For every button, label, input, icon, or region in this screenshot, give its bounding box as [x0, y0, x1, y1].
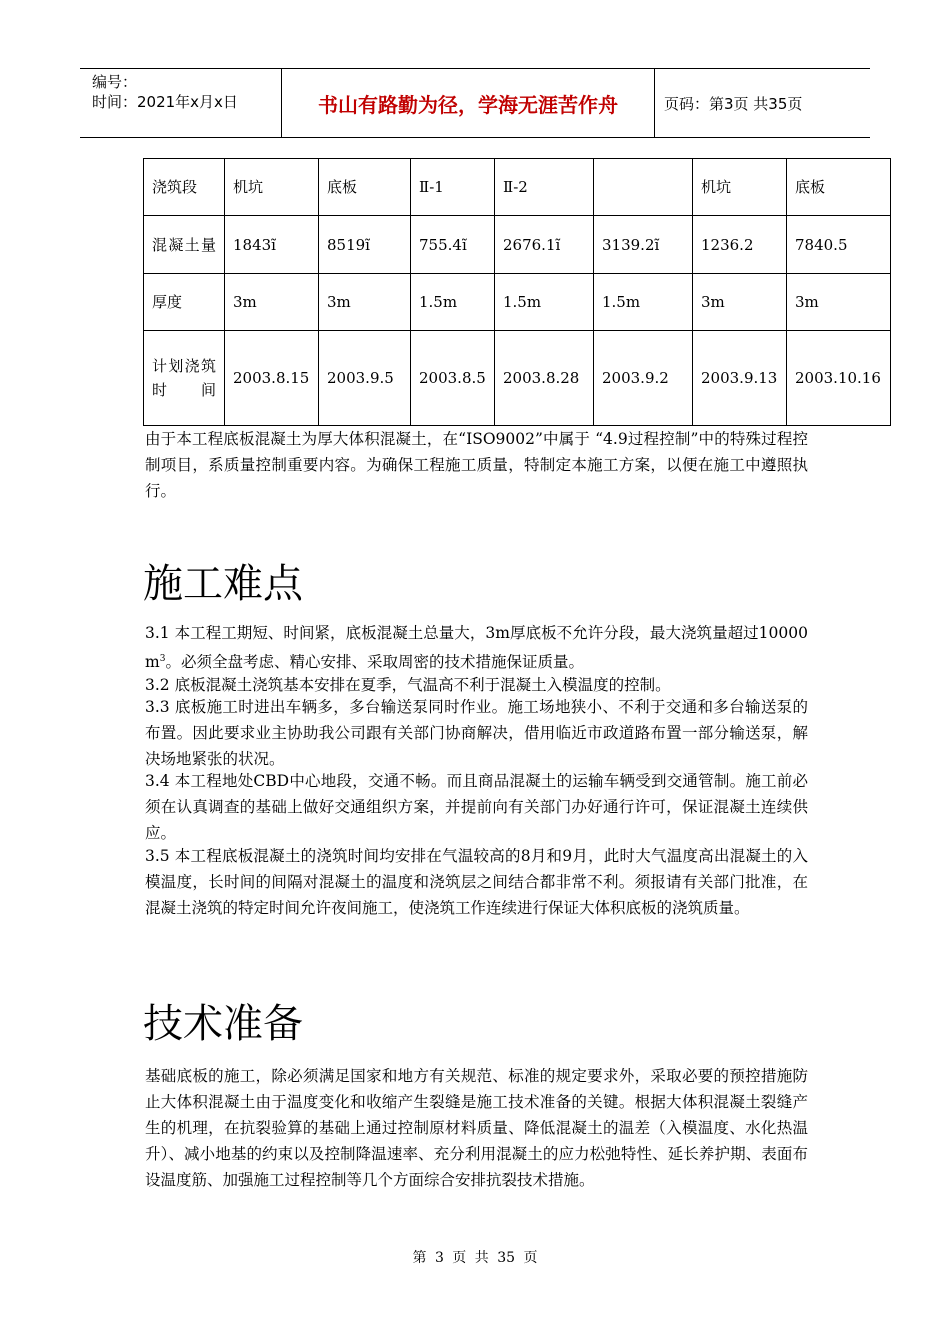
difficulty-3-1-text: 3.1 本工程工期短、时间紧，底板混凝土总量大，3m厚底板不允许分段，最大浇筑量超过10000 m	[145, 624, 808, 672]
table-cell: 3m	[225, 274, 319, 331]
table-cell: 厚度	[144, 274, 225, 331]
table-cell: 2003.9.13	[693, 331, 787, 426]
difficulty-3-1	[145, 620, 808, 675]
table-cell: 1.5m	[594, 274, 693, 331]
table-cell: 底板	[319, 159, 411, 216]
table-cell: 2003.8.28	[495, 331, 594, 426]
table-cell: 755.4ı̃	[411, 216, 495, 274]
table-cell: 混凝土量	[144, 216, 225, 274]
table-row	[144, 216, 891, 274]
table-cell: 1.5m	[495, 274, 594, 331]
header-motto: 书山有路勤为径，学海无涯苦作舟	[282, 69, 655, 137]
table-cell: 1236.2	[693, 216, 787, 274]
table-cell: 底板	[787, 159, 891, 216]
table-row	[144, 274, 891, 331]
page-header	[80, 68, 870, 138]
table-cell: 1.5m	[411, 274, 495, 331]
table-cell: 2676.1ı̃	[495, 216, 594, 274]
table-cell: 7840.5	[787, 216, 891, 274]
table-cell: 3m	[787, 274, 891, 331]
difficulty-3-3: 3.3 底板施工时进出车辆多，多台输送泵同时作业。施工场地狭小、不利于交通和多台输送泵的布置。因此要求业主协助我公司跟有关部门协商解决，借用临近市政道路布置一部分输送泵，解决场地紧张的状况。	[145, 698, 808, 768]
difficulty-3-2: 3.2 底板混凝土浇筑基本安排在夏季，气温高不利于混凝土入模温度的控制。	[145, 676, 671, 694]
date-label: 时间：2021年x月x日	[92, 93, 238, 111]
code-label: 编号：	[92, 73, 138, 91]
table-cell: 计划浇筑时间	[144, 331, 225, 426]
table-row	[144, 331, 891, 426]
table-cell: 机坑	[225, 159, 319, 216]
tech-prep-paragraph: 基础底板的施工，除必须满足国家和地方有关规范、标准的规定要求外，采取必要的预控措施防止大体积混凝土由于温度变化和收缩产生裂缝是施工技术准备的关键。根据大体积混凝土裂缝产生的机理，在抗裂验算的基础上通过控制原材料质量、降低混凝土的温差（入模温度、水化热温升）、减小地基的约束以及控制降温速率、充分利用混凝土的应力松弛特性、延长养护期、表面布设温度筋、加强施工过程控制等几个方面综合安排抗裂技术措施。	[145, 1067, 808, 1189]
table-row	[144, 159, 891, 216]
page-label: 页码：第3页 共35页	[664, 94, 803, 113]
superscript-3: 3	[159, 654, 166, 664]
difficulty-3-4: 3.4 本工程地处CBD中心地段，交通不畅。而且商品混凝土的运输车辆受到交通管制。施工前必须在认真调查的基础上做好交通组织方案，并提前向有关部门办好通行许可，保证混凝土连续供应。	[145, 772, 808, 842]
table-cell: 3m	[693, 274, 787, 331]
table-cell: 1843ı̃	[225, 216, 319, 274]
table-cell: 机坑	[693, 159, 787, 216]
header-page-info	[664, 69, 870, 137]
pour-schedule-table	[143, 158, 891, 426]
table-cell: 浇筑段	[144, 159, 225, 216]
header-info	[80, 69, 282, 137]
table-cell: 8519ı̃	[319, 216, 411, 274]
table-cell: Ⅱ-1	[411, 159, 495, 216]
difficulty-3-1-tail: 。必须全盘考虑、精心安排、采取周密的技术措施保证质量。	[165, 653, 584, 672]
table-cell: 2003.10.16	[787, 331, 891, 426]
section-title-difficulties: 施工难点	[143, 561, 303, 607]
table-cell: 2003.8.15	[225, 331, 319, 426]
section-title-tech-prep: 技术准备	[143, 1001, 303, 1047]
table-cell: 3139.2ı̃	[594, 216, 693, 274]
table-cell: 2003.9.5	[319, 331, 411, 426]
table-cell: Ⅱ-2	[495, 159, 594, 216]
difficulty-3-5: 3.5 本工程底板混凝土的浇筑时间均安排在气温较高的8月和9月，此时大气温度高出混凝土的入模温度，长时间的间隔对混凝土的温度和浇筑层之间结合都非常不利。须报请有关部门批准，在混凝土浇筑的特定时间允许夜间施工，使浇筑工作连续进行保证大体积底板的浇筑质量。	[145, 847, 808, 917]
table-cell: 2003.8.5	[411, 331, 495, 426]
page-footer: 第 3 页 共 35 页	[412, 1250, 538, 1266]
intro-paragraph: 由于本工程底板混凝土为厚大体积混凝土，在“ISO9002”中属于 “4.9过程控制”中的特殊过程控制项目，系质量控制重要内容。为确保工程施工质量，特制定本施工方案，以便在施工中遵照执行。	[145, 430, 808, 500]
table-cell: 2003.9.2	[594, 331, 693, 426]
table-cell: 3m	[319, 274, 411, 331]
table-cell	[594, 159, 693, 216]
